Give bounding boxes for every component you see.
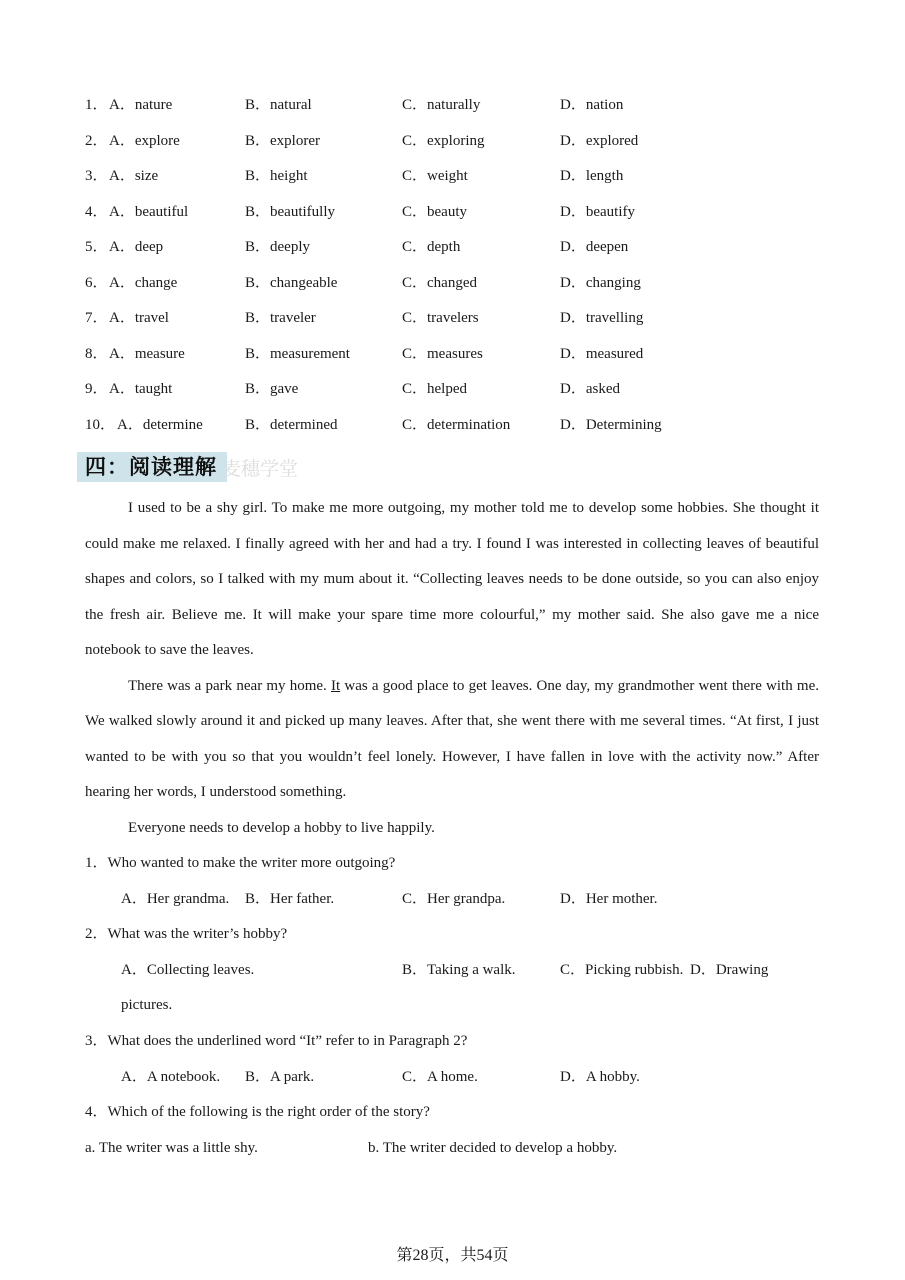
- passage-paragraph-3: Everyone needs to develop a hobby to live happily.: [128, 819, 435, 836]
- vocab-option-d: D．measured: [560, 345, 644, 362]
- vocab-number: 3．: [85, 168, 108, 184]
- option-b: B．A park.: [245, 1069, 315, 1085]
- vocab-option-b: B．beautifully: [245, 203, 335, 220]
- vocab-option-c: C．exploring: [402, 132, 485, 149]
- vocab-number: 7．: [85, 310, 108, 326]
- vocab-number: 2．: [85, 132, 108, 149]
- vocab-number: 8．: [85, 345, 108, 362]
- vocab-row: [85, 230, 845, 266]
- vocab-number: 5．: [85, 239, 108, 255]
- vocab-option-b: B．traveler: [245, 310, 316, 326]
- vocab-row: [85, 195, 845, 231]
- vocab-option-b: B．determined: [245, 416, 338, 433]
- vocab-option-d: D．Determining: [560, 416, 662, 433]
- vocab-number: 4．: [85, 203, 108, 220]
- vocab-number: 10．: [85, 416, 116, 433]
- vocab-option-c: C．depth: [402, 239, 461, 255]
- vocab-row: [85, 88, 845, 124]
- vocab-option-a: A．explore: [109, 132, 180, 149]
- watermark: 麦穗学堂: [222, 458, 299, 480]
- vocab-option-b: B．measurement: [245, 345, 350, 362]
- vocab-option-b: B．deeply: [245, 239, 310, 255]
- vocab-option-a: A．taught: [109, 381, 173, 397]
- vocab-option-c: C．travelers: [402, 310, 479, 326]
- question-4-events: [85, 1131, 819, 1166]
- option-c: C．Her grandpa.: [402, 891, 506, 907]
- vocab-row: [85, 301, 845, 337]
- question-2-options: [85, 953, 819, 988]
- vocab-row: [85, 372, 845, 408]
- vocab-option-b: B．explorer: [245, 132, 320, 149]
- event-a: a. The writer was a little shy.: [85, 1140, 258, 1156]
- vocab-option-d: D．asked: [560, 381, 620, 397]
- section-title: 四：阅读理解: [85, 455, 217, 479]
- vocab-row: [85, 337, 845, 373]
- reading-passage: [85, 491, 819, 846]
- question-1: 1．Who wanted to make the writer more outgoing?: [85, 855, 396, 871]
- vocab-options: [85, 88, 845, 443]
- vocab-option-d: D．length: [560, 168, 624, 184]
- passage-text: There was a park near my home.: [128, 677, 331, 694]
- vocab-option-c: C．beauty: [402, 203, 467, 220]
- option-d-continuation: pictures.: [121, 997, 173, 1013]
- option-c: C．Picking rubbish.: [560, 962, 684, 978]
- passage-paragraph-2: [85, 669, 819, 811]
- option-d: D．Her mother.: [560, 891, 658, 907]
- vocab-option-a: A．nature: [109, 97, 173, 113]
- option-b: B．Her father.: [245, 891, 335, 907]
- vocab-option-d: D．beautify: [560, 203, 635, 220]
- vocab-option-d: D．explored: [560, 132, 639, 149]
- vocab-option-a: A．beautiful: [109, 203, 189, 220]
- vocab-option-c: C．determination: [402, 416, 511, 433]
- vocab-option-b: B．natural: [245, 97, 312, 113]
- question-2: 2．What was the writer’s hobby?: [85, 926, 288, 942]
- vocab-number: 9．: [85, 381, 108, 397]
- vocab-option-c: C．measures: [402, 345, 483, 362]
- passage-paragraph-1: I used to be a shy girl. To make me more outgoing, my mother told me to develop some hobbies. She thought it could make me relaxed. I finally agreed with her and had a try. I found I was interested in collecting leaves of beautiful shapes and colors, so I talked with my mum about it. “Collecting leaves needs to be done outside, so you can also enjoy the fresh air. Believe me. It will make your spare time more colourful,” my mother said. She also gave me a nice notebook to save the leaves.: [85, 500, 819, 658]
- passage-text: was a good place to get leaves. One day, my grandmother went there with me. We walked slowly around it and picked up many leaves. After that, she went there with me several times. “At first, I just wanted to be with you so that you wouldn’t feel lonely. However, I have fallen in love with the activity now.” After hearing her words, I understood something.: [85, 677, 819, 800]
- vocab-option-a: A．travel: [109, 310, 169, 326]
- option-a: A．A notebook.: [121, 1069, 221, 1085]
- vocab-option-d: D．nation: [560, 97, 624, 113]
- vocab-row: [85, 266, 845, 302]
- vocab-option-a: A．size: [109, 168, 159, 184]
- vocab-number: 6．: [85, 274, 108, 291]
- option-b: B．Taking a walk.: [402, 962, 516, 978]
- question-4: 4．Which of the following is the right order of the story?: [85, 1104, 430, 1120]
- vocab-row: [85, 124, 845, 160]
- option-a: A．Collecting leaves.: [121, 962, 255, 978]
- vocab-row: [85, 159, 845, 195]
- vocab-option-c: C．helped: [402, 381, 467, 397]
- vocab-option-d: D．travelling: [560, 310, 644, 326]
- question-3: 3．What does the underlined word “It” refer to in Paragraph 2?: [85, 1033, 468, 1049]
- vocab-option-c: C．weight: [402, 168, 468, 184]
- vocab-option-a: A．measure: [109, 345, 185, 362]
- vocab-number: 1．: [85, 97, 108, 113]
- vocab-option-a: A．deep: [109, 239, 164, 255]
- option-d: D．A hobby.: [560, 1069, 640, 1085]
- option-a: A．Her grandma.: [121, 891, 230, 907]
- vocab-option-b: B．height: [245, 168, 308, 184]
- vocab-option-d: D．deepen: [560, 239, 629, 255]
- vocab-option-a: A．determine: [117, 416, 203, 433]
- question-3-options: [85, 1060, 819, 1095]
- option-d: D．Drawing: [690, 962, 769, 978]
- vocab-option-b: B．gave: [245, 381, 299, 397]
- vocab-option-a: A．change: [109, 274, 178, 291]
- question-1-options: [85, 882, 819, 917]
- vocab-option-c: C．naturally: [402, 97, 481, 113]
- vocab-row: [85, 408, 845, 444]
- event-b: b. The writer decided to develop a hobby.: [368, 1140, 618, 1156]
- vocab-option-d: D．changing: [560, 274, 641, 291]
- vocab-option-b: B．changeable: [245, 274, 338, 291]
- page-number: 第28页，共54页: [396, 1247, 509, 1264]
- underlined-word: It: [331, 677, 341, 694]
- option-c: C．A home.: [402, 1069, 478, 1085]
- vocab-option-c: C．changed: [402, 274, 477, 291]
